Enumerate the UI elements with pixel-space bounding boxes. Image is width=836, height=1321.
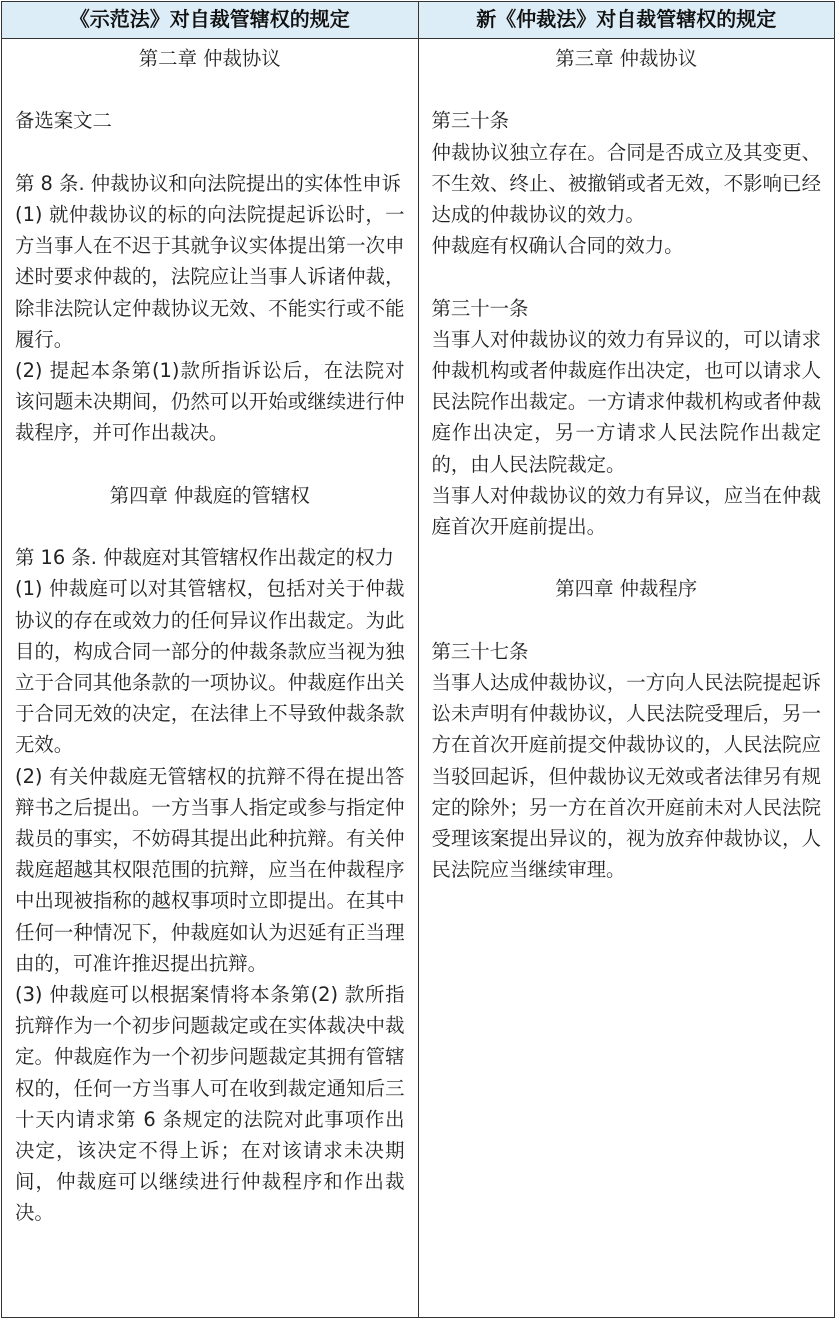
paragraph: (2) 有关仲裁庭无管辖权的抗辩不得在提出答辩书之后提出。一方当事人指定或参与指定仲裁员的事实，不妨碍其提出此种抗辩。有关仲裁庭超越其权限范围的抗辩，应当在仲裁程序中出现被指称的越权事项时立即提出。在其中任何一种情况下，仲裁庭如认为迟延有正当理由的，可准许推迟提出抗辩。	[15, 764, 405, 975]
blank-line	[15, 449, 405, 480]
paragraph: 第三十条	[431, 109, 510, 133]
paragraph: 第三十七条	[431, 639, 529, 663]
new-law-cell	[418, 39, 835, 1318]
paragraph: 第 16 条. 仲裁庭对其管辖权作出裁定的权力	[15, 546, 394, 570]
header-model-law: 《示范法》对自裁管辖权的规定	[2, 2, 419, 39]
blank-line	[15, 137, 405, 168]
blank-line	[15, 511, 405, 542]
comparison-table	[1, 1, 835, 1318]
paragraph: 备选案文二	[15, 109, 112, 133]
paragraph: 仲裁庭有权确认合同的效力。	[431, 234, 684, 258]
header-new-arbitration-law: 新《仲裁法》对自裁管辖权的规定	[418, 2, 835, 39]
blank-line	[432, 261, 822, 292]
paragraph: 第三十一条	[431, 296, 529, 320]
model-law-cell	[2, 39, 419, 1318]
paragraph: 当事人对仲裁协议的效力有异议的，可以请求仲裁机构或者仲裁庭作出决定，也可以请求人民法院作出裁定。一方请求仲裁机构或者仲裁庭作出决定，另一方请求人民法院作出裁定的，由人民法院裁定。	[431, 327, 821, 476]
paragraph: 当事人对仲裁协议的效力有异议，应当在仲裁庭首次开庭前提出。	[431, 483, 821, 539]
paragraph: (1) 就仲裁协议的标的向法院提起诉讼时，一方当事人在不迟于其就争议实体提出第一次申述时要求仲裁的，法院应让当事人诉诸仲裁，除非法院认定仲裁协议无效、不能实行或不能履行。	[15, 202, 405, 351]
chapter-heading: 第二章 仲裁协议	[138, 47, 281, 70]
blank-line	[432, 542, 822, 573]
blank-line	[432, 74, 822, 105]
chapter-heading: 第四章 仲裁庭的管辖权	[109, 483, 310, 507]
blank-line	[15, 74, 405, 105]
paragraph: (1) 仲裁庭可以对其管辖权，包括对关于仲裁协议的存在或效力的任何异议作出裁定。为此目的，构成合同一部分的仲裁条款应当视为独立于合同其他条款的一项协议。仲裁庭作出关于合同无效的决定，在法律上不导致仲裁条款无效。	[15, 577, 405, 757]
paragraph: 当事人达成仲裁协议，一方向人民法院提起诉讼未声明有仲裁协议，人民法院受理后，另一方在首次开庭前提交仲裁协议的，人民法院应当驳回起诉，但仲裁协议无效或者法律另有规定的除外；另一方在首次开庭前未对人民法院受理该案提出异议的，视为放弃仲裁协议，人民法院应当继续审理。	[431, 671, 821, 882]
chapter-heading: 第三章 仲裁协议	[555, 47, 698, 70]
paragraph: 第 8 条. 仲裁协议和向法院提出的实体性申诉	[15, 171, 402, 195]
paragraph: (3) 仲裁庭可以根据案情将本条第(2) 款所指抗辩作为一个初步问题裁定或在实体裁决中裁定。仲裁庭作为一个初步问题裁定其拥有管辖权的，任何一方当事人可在收到裁定通知后三十天内请求第 6 条规定的法院对此事项作出决定，该决定不得上诉；在对该请求未决期间，仲裁庭可以继续进行仲裁程序和作出裁决。	[15, 983, 405, 1225]
paragraph: (2) 提起本条第(1)款所指诉讼后，在法院对该问题未决期间，仍然可以开始或继续进行仲裁程序，并可作出裁决。	[15, 359, 405, 445]
paragraph: 仲裁协议独立存在。合同是否成立及其变更、不生效、终止、被撤销或者无效，不影响已经达成的仲裁协议的效力。	[431, 140, 821, 226]
blank-line	[432, 605, 822, 636]
chapter-heading: 第四章 仲裁程序	[555, 577, 698, 601]
